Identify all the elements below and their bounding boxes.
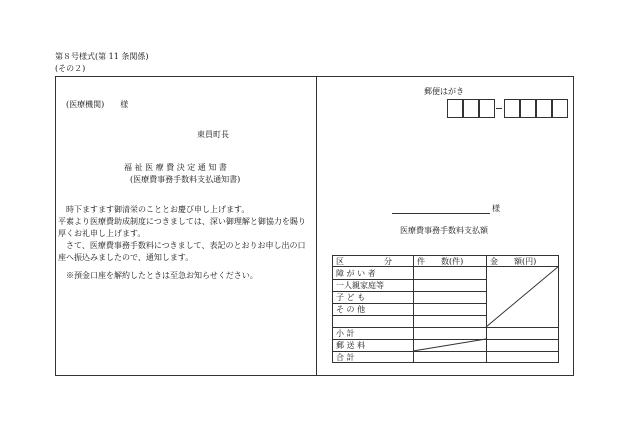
issuer-name: 東員町長 (197, 130, 229, 139)
body-line: 座へ振込みましたので、通知します。 (58, 253, 194, 262)
header-amount: 金 額(円) (490, 257, 537, 266)
row-label: 一人親家庭等 (336, 281, 384, 290)
body-line: 時下ますます御清栄のこととお慶び申し上げます。 (58, 205, 250, 214)
row-label: 障 が い 者 (336, 269, 376, 278)
row-label-total: 合 計 (336, 353, 355, 362)
body-line: 平素より医療費助成制度につきましては、深い御理解と御協力を賜り (58, 217, 306, 226)
postal-code-box (504, 99, 520, 118)
header-count: 件 数(件) (417, 257, 464, 266)
addressee-suffix: 様 (492, 204, 500, 213)
notice-body (58, 205, 306, 283)
row-label-subtotal: 小 計 (336, 329, 355, 338)
postal-code-box (536, 99, 552, 118)
recipient-line: (医療機関) 様 (66, 100, 129, 109)
notice-subtitle: (医療費事務手数料支払通知書) (130, 175, 241, 184)
body-note: ※預金口座を解約したときは至急お知らせください。 (58, 271, 258, 280)
postcard-label: 郵便はがき (424, 87, 464, 96)
body-line: 厚くお礼申し上げます。 (58, 229, 146, 238)
table-diagonals (332, 255, 559, 363)
body-line: さて、医療費事務手数料につきまして、表記のとおりお申し出の口 (58, 241, 306, 250)
postal-code-box (479, 99, 495, 118)
postal-code-box (552, 99, 568, 118)
notice-title: 福 祉 医 療 費 決 定 通 知 書 (124, 163, 227, 172)
addressee-line (392, 213, 490, 214)
table-caption: 医療費事務手数料支払額 (400, 226, 488, 235)
postal-code-box (447, 99, 463, 118)
amount-diagonal (486, 266, 559, 327)
postal-code-box (463, 99, 479, 118)
form-number: 第８号様式(第 11 条関係) (55, 52, 149, 61)
header-category: 区 分 (336, 257, 392, 266)
form-subnumber: (その２) (55, 64, 86, 73)
row-label: 子 ど も (336, 293, 366, 302)
row-label-postage: 郵 送 料 (336, 341, 366, 350)
row-label: そ の 他 (336, 305, 366, 314)
fold-divider (316, 76, 317, 376)
postal-code-dash (496, 108, 502, 109)
postage-count-diagonal (413, 339, 486, 351)
postal-code-box (520, 99, 536, 118)
